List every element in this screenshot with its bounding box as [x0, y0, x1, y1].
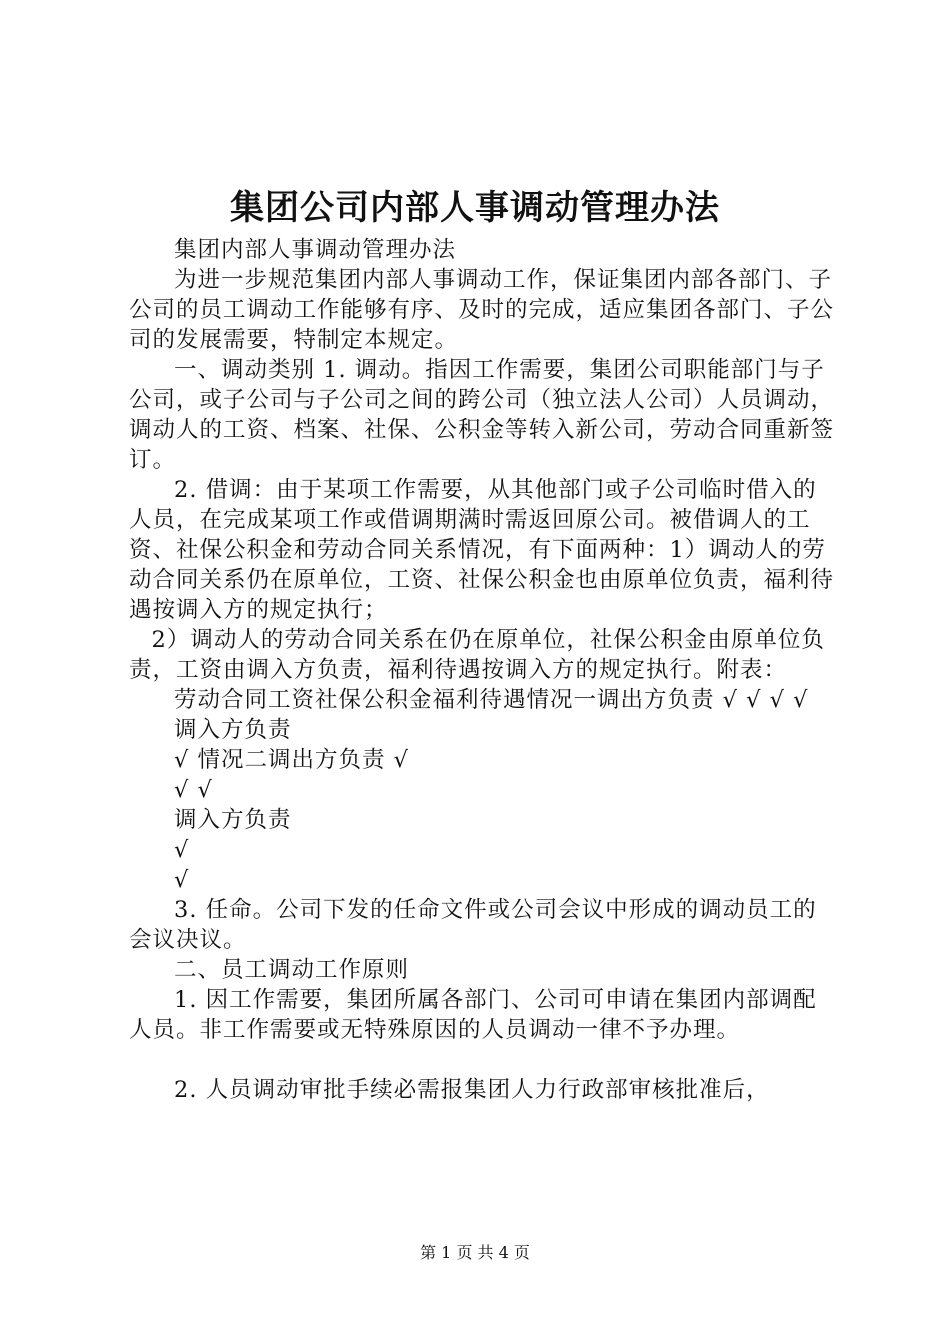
paragraph-principle-1: 1. 因工作需要，集团所属各部门、公司可申请在集团内部调配人员。非工作需要或无特殊原因的人员调动一律不予办理。	[129, 987, 817, 1043]
page-footer	[0, 1242, 950, 1264]
paragraph-secondment: 2. 借调：由于某项工作需要，从其他部门或子公司临时借入的人员，在完成某项工作或借调期满时需返回原公司。被借调人的工资、社保公积金和劳动合同关系情况，有下面两种：1）调动人的劳动合同关系仍在原单位，工资、社保公积金也由原单位负责，福利待遇按调入方的规定执行；	[129, 477, 835, 623]
table-row-checks: √ √	[174, 777, 213, 803]
paragraph-intro: 为进一步规范集团内部人事调动工作，保证集团内部各部门、子公司的员工调动工作能够有序、及时的完成，适应集团各部门、子公司的发展需要，特制定本规定。	[129, 267, 835, 353]
paragraph-subtitle: 集团内部人事调动管理办法	[174, 237, 457, 263]
table-row-case-2: √ 情况二调出方负责 √	[174, 747, 409, 773]
table-row-check-a: √	[174, 837, 190, 863]
page-number: 第 1 页 共 4 页	[420, 1243, 530, 1262]
paragraph-secondment-option-2: 2）调动人的劳动合同关系在仍在原单位，社保公积金由原单位负责，工资由调入方负责，福利待遇按调入方的规定执行。附表：	[129, 627, 825, 683]
document-body	[129, 235, 834, 1105]
table-row-header: 劳动合同工资社保公积金福利待遇情况一调出方负责 √ √ √ √	[174, 687, 809, 713]
paragraph-transfer-types: 一、调动类别 1. 调动。指因工作需要，集团公司职能部门与子公司，或子公司与子公司之间的跨公司（独立法人公司）人员调动，调动人的工资、档案、社保、公积金等转入新公司，劳动合同重新签订。	[129, 357, 835, 473]
paragraph-appointment: 3. 任命。公司下发的任命文件或公司会议中形成的调动员工的会议决议。	[129, 897, 817, 953]
table-row-inbound-1: 调入方负责	[174, 717, 292, 743]
table-row-inbound-2: 调入方负责	[174, 807, 292, 833]
paragraph-principle-2: 2. 人员调动审批手续必需报集团人力行政部审核批准后，	[174, 1077, 770, 1103]
document-title: 集团公司内部人事调动管理办法	[230, 188, 720, 228]
table-row-check-b: √	[174, 867, 190, 893]
section-heading-principles: 二、员工调动工作原则	[174, 957, 410, 983]
